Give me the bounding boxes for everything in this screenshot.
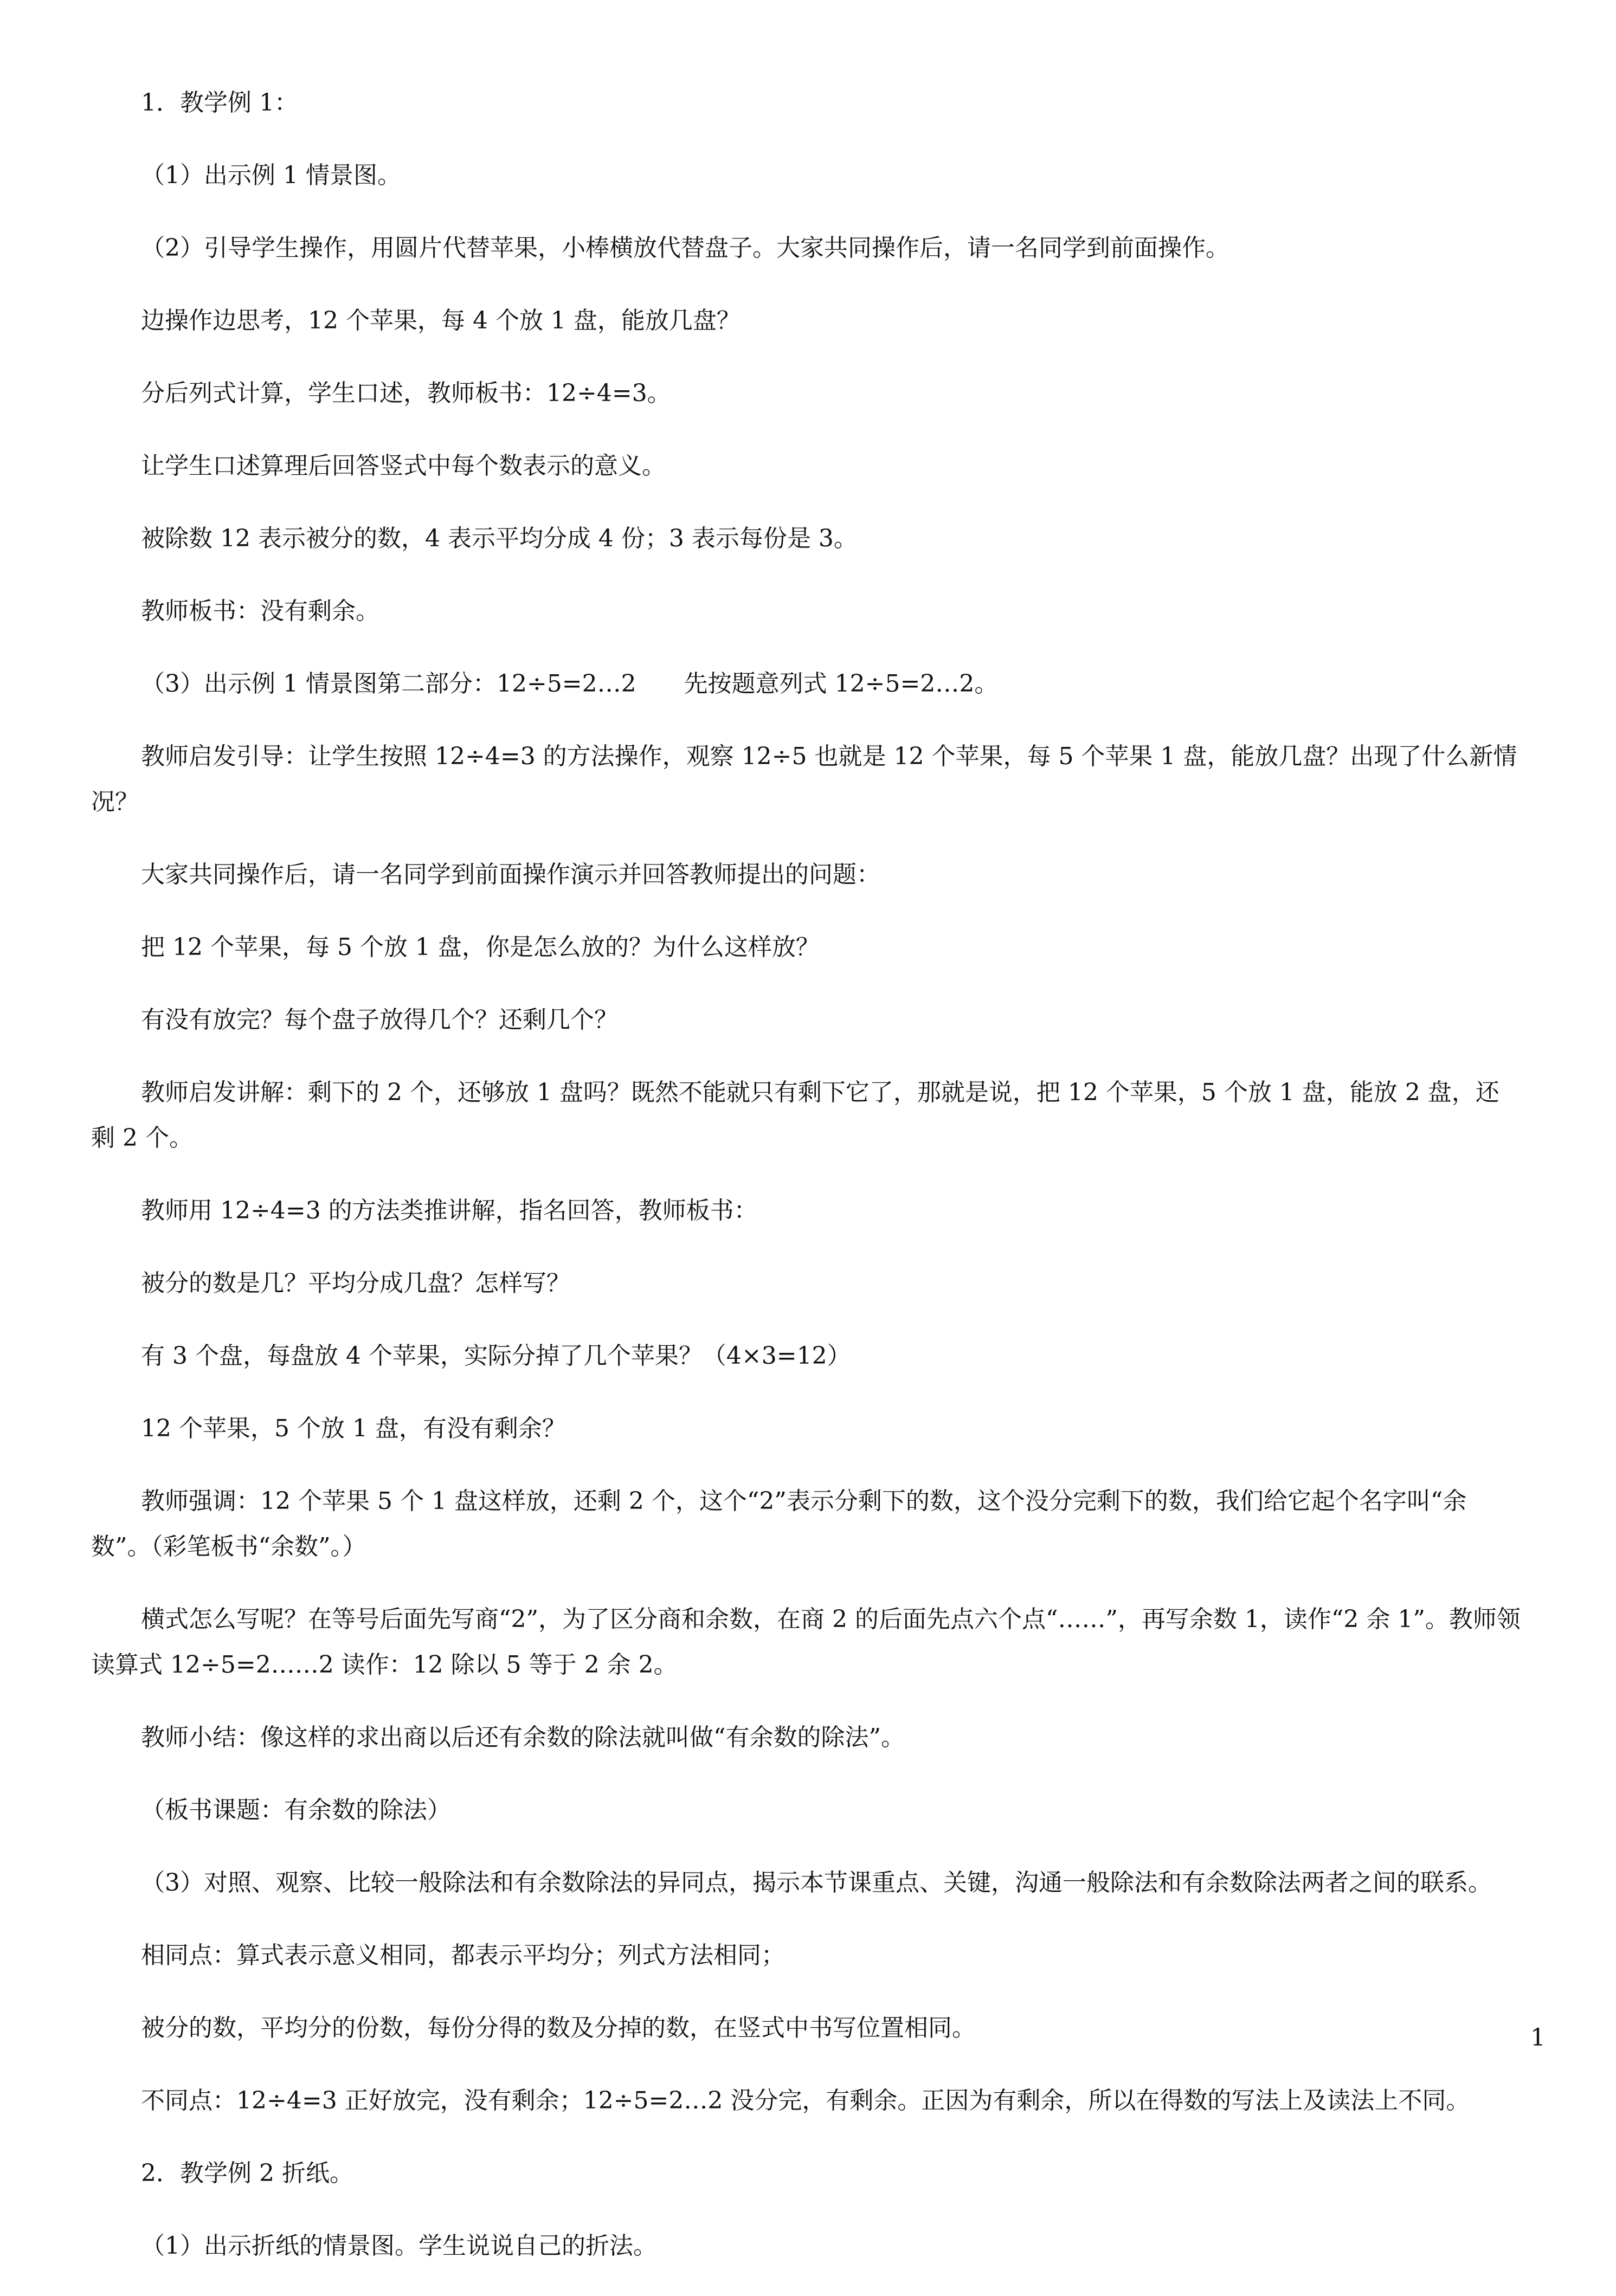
paragraph: （3）出示例 1 情景图第二部分：12÷5=2…2 先按题意列式 12÷5=2…2。: [141, 670, 999, 698]
document-body: [91, 80, 1522, 2296]
paragraph: 教师启发引导：让学生按照 12÷4=3 的方法操作，观察 12÷5 也就是 12 个苹果，每 5 个苹果 1 盘，能放几盘？出现了什么新情况？: [91, 743, 1517, 816]
page-number: 1: [1530, 2024, 1546, 2052]
paragraph: （板书课题：有余数的除法）: [141, 1796, 451, 1824]
paragraph: 被分的数，平均分的份数，每份分得的数及分掉的数，在竖式中书写位置相同。: [141, 2014, 976, 2042]
paragraph: （3）对照、观察、比较一般除法和有余数除法的异同点，揭示本节课重点、关键，沟通一般除法和有余数除法两者之间的联系。: [141, 1869, 1492, 1897]
paragraph: 边操作边思考，12 个苹果，每 4 个放 1 盘，能放几盘？: [141, 307, 741, 334]
paragraph: 让学生口述算理后回答竖式中每个数表示的意义。: [141, 452, 666, 480]
paragraph: （1）出示例 1 情景图。: [141, 162, 401, 189]
paragraph: （1）出示折纸的情景图。学生说说自己的折法。: [141, 2232, 657, 2260]
paragraph: 12 个苹果，5 个放 1 盘，有没有剩余？: [141, 1415, 566, 1442]
paragraph: 横式怎么写呢？在等号后面先写商“2”，为了区分商和余数，在商 2 的后面先点六个点“……”，再写余数 1，读作“2 余 1”。教师领读算式 12÷5=2……2 读作：12 除以 5 等于 2 余 2。: [91, 1605, 1521, 1679]
paragraph: 相同点：算式表示意义相同，都表示平均分；列式方法相同；: [141, 1942, 785, 1969]
paragraph: 教师启发讲解：剩下的 2 个，还够放 1 盘吗？既然不能就只有剩下它了，那就是说，把 12 个苹果，5 个放 1 盘，能放 2 盘，还剩 2 个。: [91, 1079, 1499, 1152]
paragraph: 分后列式计算，学生口述，教师板书：12÷4=3。: [141, 379, 671, 407]
paragraph: 不同点：12÷4=3 正好放完，没有剩余；12÷5=2…2 没分完，有剩余。正因为有剩余，所以在得数的写法上及读法上不同。: [141, 2087, 1470, 2114]
paragraph: 教师小结：像这样的求出商以后还有余数的除法就叫做“有余数的除法”。: [141, 1724, 905, 1751]
paragraph: 教师板书：没有剩余。: [141, 597, 379, 625]
paragraph: 教师强调：12 个苹果 5 个 1 盘这样放，还剩 2 个，这个“2”表示分剩下的数，这个没分完剩下的数，我们给它起个名字叫“余数”。（彩笔板书“余数”。）: [91, 1487, 1467, 1560]
paragraph: 有 3 个盘，每盘放 4 个苹果，实际分掉了几个苹果？（4×3=12）: [141, 1342, 851, 1370]
paragraph: 有没有放完？每个盘子放得几个？还剩几个？: [141, 1006, 618, 1034]
paragraph: 教师用 12÷4=3 的方法类推讲解，指名回答，教师板书：: [141, 1197, 758, 1224]
paragraph: 把 12 个苹果，每 5 个放 1 盘，你是怎么放的？为什么这样放？: [141, 933, 820, 961]
paragraph: 1．教学例 1：: [141, 89, 298, 117]
paragraph: （2）引导学生操作，用圆片代替苹果，小棒横放代替盘子。大家共同操作后，请一名同学到前面操作。: [141, 234, 1229, 262]
paragraph: 大家共同操作后，请一名同学到前面操作演示并回答教师提出的问题：: [141, 861, 880, 888]
paragraph: 被除数 12 表示被分的数，4 表示平均分成 4 份；3 表示每份是 3。: [141, 525, 858, 552]
paragraph: 被分的数是几？平均分成几盘？怎样写？: [141, 1269, 570, 1297]
paragraph: 2．教学例 2 折纸。: [141, 2159, 353, 2187]
